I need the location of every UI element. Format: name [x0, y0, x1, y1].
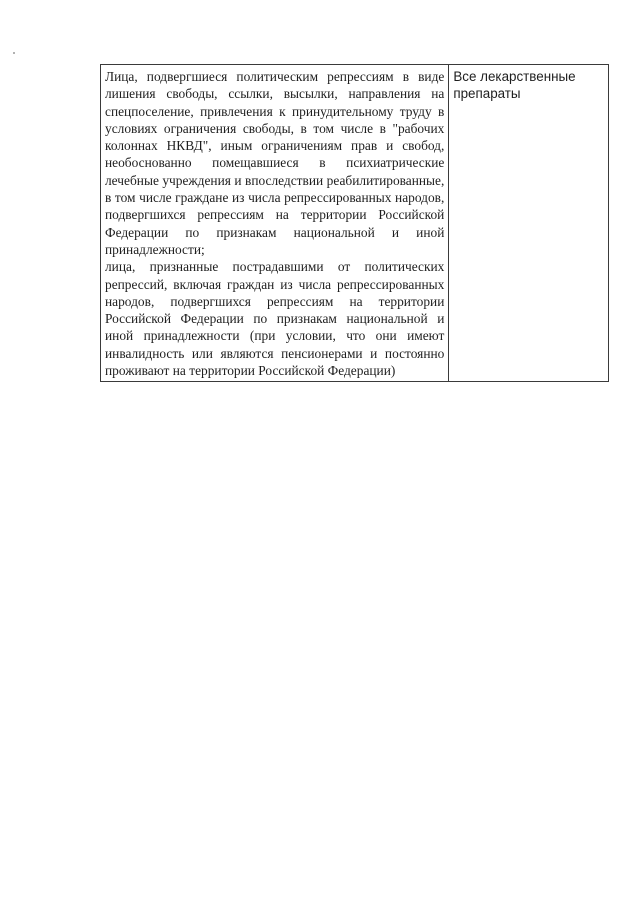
benefits-table [100, 64, 609, 382]
category-paragraph-1: Лица, подвергшиеся политическим репрессиям в виде лишения свободы, ссылки, высылки, направления на спецпоселение, привлечения к принудительному труду в условиях ограничения свободы, в том числе в "рабочих колоннах НКВД", иным ограничениям прав и свобод, необоснованно помещавшиеся в психиатрические лечебные учреждения и впоследствии реабилитированные, в том числе граждане из числа репрессированных народов, подвергшихся репрессиям на территории Российской Федерации по признакам национальной и иной принадлежности; [105, 69, 445, 257]
category-cell [101, 65, 449, 382]
scan-artifact-dot [13, 52, 15, 54]
drugs-cell [449, 65, 609, 382]
drugs-text: Все лекарственные препараты [453, 69, 576, 102]
table-row [101, 65, 609, 382]
category-paragraph-2: лица, признанные пострадавшими от политических репрессий, включая граждан из числа репрессированных народов, подвергшихся репрессиям на территории Российской Федерации по признакам национальной и иной принадлежности (при условии, что они имеют инвалидность или являются пенсионерами и постоянно проживают на территории Российской Федерации) [105, 259, 445, 379]
